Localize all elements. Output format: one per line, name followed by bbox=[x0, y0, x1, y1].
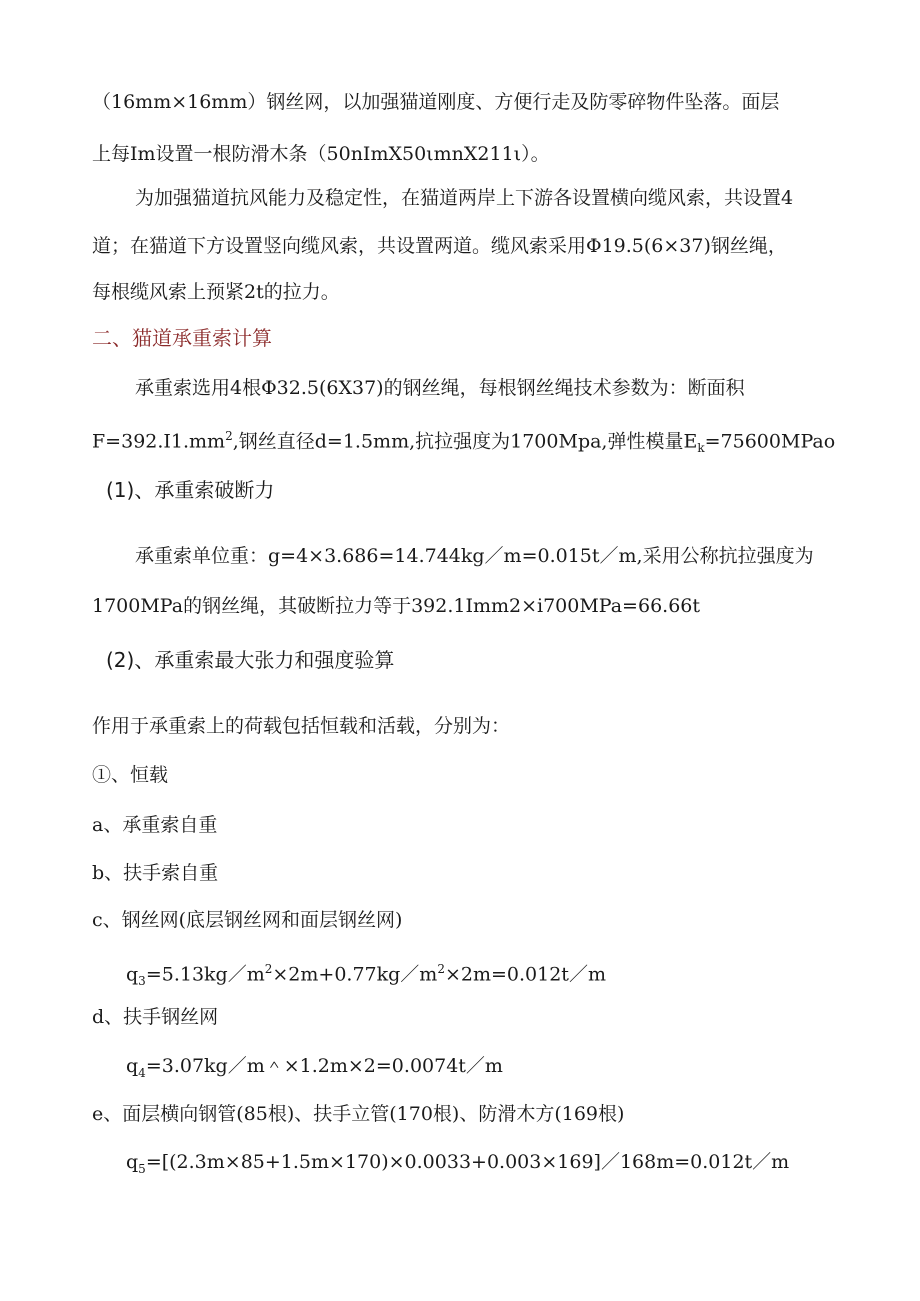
superscript: 2 bbox=[264, 962, 273, 976]
paragraph-line: 上每Im设置一根防滑木条（50nImX50ιmnX211ι）。 bbox=[92, 143, 550, 165]
paragraph-line: 1700MPa的钢丝绳，其破断拉力等于392.1Imm2×i700MPa=66.66t bbox=[92, 595, 701, 617]
subscript: 5 bbox=[138, 1161, 146, 1176]
list-item: a、承重索自重 bbox=[92, 814, 218, 836]
superscript: 2 bbox=[437, 962, 445, 976]
list-item: ①、恒载 bbox=[92, 764, 169, 786]
text-run: =75600MPao bbox=[704, 430, 836, 453]
text-run: q bbox=[126, 1151, 139, 1173]
subscript: k bbox=[697, 441, 705, 456]
formula-line bbox=[126, 1054, 503, 1085]
formula-line bbox=[126, 957, 606, 993]
section-heading: 二、猫道承重索计算 bbox=[92, 326, 272, 350]
text-run: =[(2.3m×85+1.5m×170)×0.0033+0.003×169]／168m=0.012t／m bbox=[145, 1151, 790, 1173]
paragraph-line: 作用于承重索上的荷载包括恒载和活载，分别为： bbox=[92, 715, 511, 737]
paragraph-line: 承重索单位重：g=4×3.686=14.744kg／m=0.015t／m,采用公称抗拉强度为 bbox=[135, 545, 814, 567]
subscript: 3 bbox=[138, 974, 146, 989]
paragraph-line: 每根缆风索上预紧2t的拉力。 bbox=[92, 281, 340, 303]
text-run: =5.13kg／m bbox=[145, 963, 265, 986]
superscript: 2 bbox=[225, 429, 233, 443]
text-run: ×2m=0.012t／m bbox=[444, 963, 606, 986]
paragraph-line: （16mm×16mm）钢丝网，以加强猫道刚度、方便行走及防零碎物件坠落。面层 bbox=[92, 91, 780, 113]
subsection-heading: (1)、承重索破断力 bbox=[106, 478, 275, 502]
text-run: =3.07kg／m＾×1.2m×2=0.0074t／m bbox=[145, 1055, 503, 1077]
subscript: 4 bbox=[138, 1065, 146, 1080]
text-run: F=392.I1.mm bbox=[92, 430, 226, 453]
subsection-heading: (2)、承重索最大张力和强度验算 bbox=[106, 648, 395, 672]
text-run: q bbox=[126, 963, 139, 986]
list-item: c、钢丝网(底层钢丝网和面层钢丝网) bbox=[92, 909, 403, 931]
text-run: q bbox=[126, 1055, 139, 1077]
list-item: b、扶手索自重 bbox=[92, 862, 219, 884]
paragraph-line bbox=[92, 424, 835, 460]
formula-line bbox=[126, 1150, 789, 1181]
paragraph-line: 道；在猫道下方设置竖向缆风索，共设置两道。缆风索采用Φ19.5(6×37)钢丝绳， bbox=[92, 235, 787, 257]
list-item: e、面层横向钢管(85根)、扶手立管(170根)、防滑木方(169根) bbox=[92, 1103, 625, 1125]
text-run: ,钢丝直径d=1.5mm,抗拉强度为1700Mpa,弹性模量E bbox=[232, 430, 698, 453]
paragraph-line: 为加强猫道抗风能力及稳定性，在猫道两岸上下游各设置横向缆风索，共设置4 bbox=[135, 187, 794, 209]
list-item: d、扶手钢丝网 bbox=[92, 1006, 219, 1028]
paragraph-line: 承重索选用4根Φ32.5(6X37)的钢丝绳，每根钢丝绳技术参数为：断面积 bbox=[135, 377, 745, 399]
text-run: ×2m+0.77kg／m bbox=[272, 963, 438, 986]
